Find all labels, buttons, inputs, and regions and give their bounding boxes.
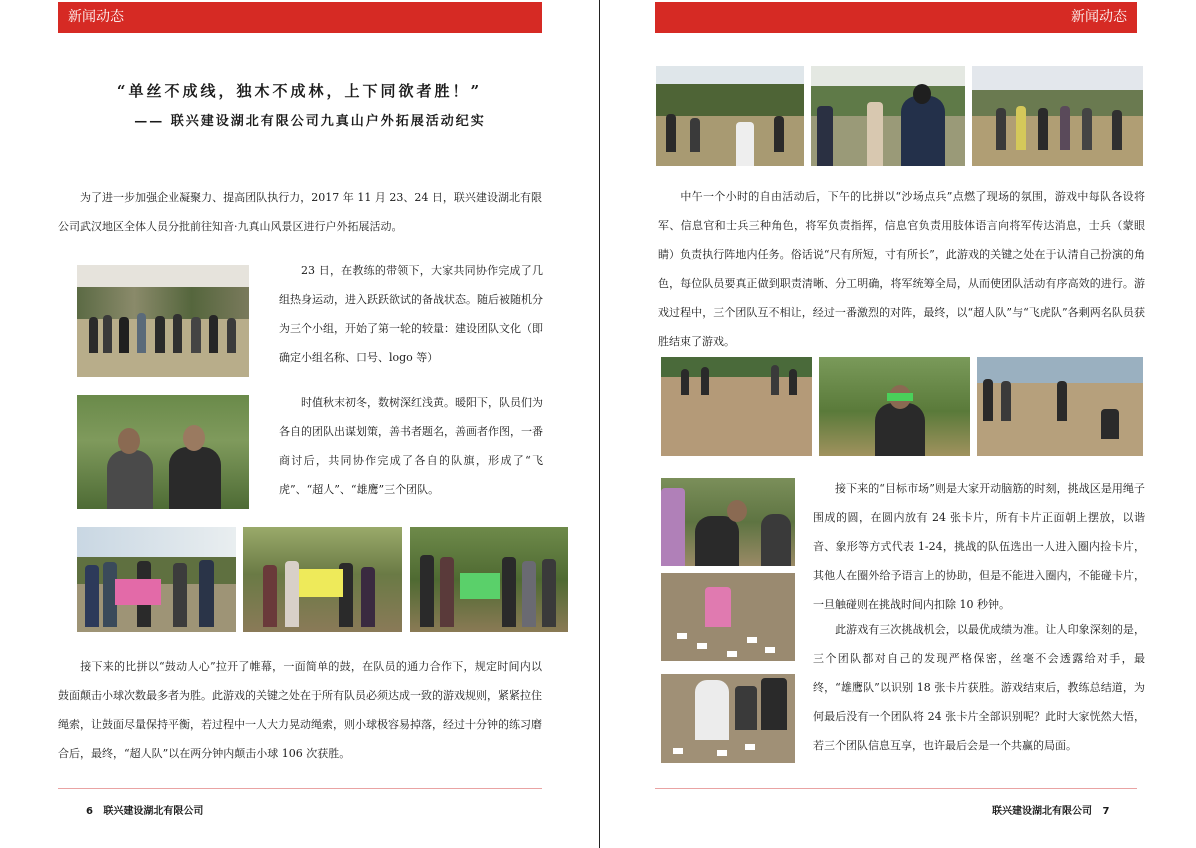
paragraph-drum-game: 接下来的比拼以“鼓动人心”拉开了帷幕，一面简单的鼓，在队员的通力合作下，规定时间内以鼓面颠击小球次数最多者为胜。此游戏的关键之处在于所有队员必须达成一致的游戏规则，紧紧拉住绳索，让鼓面尽量保持平衡，若过程中一人大力晃动绳索，则小球极容易掉落，经过十分钟的练习磨合后，最终，“超人队”以在两分钟内颠击小球 106 次获胜。 bbox=[58, 660, 542, 760]
intro-paragraph: 为了进一步加强企业凝聚力、提高团队执行力，2017 年 11 月 23、24 日，联兴建设湖北有限公司武汉地区全体人员分批前往知音·九真山风景区进行户外拓展活动。 bbox=[58, 191, 542, 233]
footer-left bbox=[86, 802, 203, 817]
photo-blindfolded-player bbox=[819, 357, 970, 456]
page-number: 6 bbox=[86, 806, 93, 817]
photo-team-flag-yellow bbox=[243, 527, 402, 632]
photo-battlefield-1 bbox=[661, 357, 812, 456]
photo-team-members bbox=[77, 395, 249, 509]
section-header: 新闻动态 bbox=[655, 2, 1137, 33]
photo-target-market-2 bbox=[661, 573, 795, 661]
article-title: “单丝不成线，独木不成林，上下同欲者胜！” bbox=[116, 82, 483, 100]
page-number: 7 bbox=[1102, 806, 1110, 817]
photo-target-market-3 bbox=[661, 674, 795, 763]
paragraph-target-market: 接下来的“目标市场”则是大家开动脑筋的时刻，挑战区是用绳子围成的圆，在圆内放有 24 张卡片，所有卡片正面朝上摆放，以谐音、象形等方式代表 1-24，挑战的队伍选出一人进入圈内捡卡片，其他人在圈外给予语言上的协助，但是不能进入圈内，不能碰卡片，一旦触碰则在挑战时间内扣除 10 秒钟。 bbox=[813, 482, 1145, 611]
footer-right bbox=[992, 802, 1109, 817]
photo-team-flag-green bbox=[410, 527, 568, 632]
photo-warmup-group bbox=[77, 265, 249, 377]
footer-rule bbox=[655, 788, 1137, 789]
paragraph-battlefield-game: 中午一个小时的自由活动后，下午的比拼以“沙场点兵”点燃了现场的氛围，游戏中每队各设将军、信息官和士兵三种角色，将军负责指挥，信息官负责用肢体语言向将军传达消息，士兵（蒙眼睛）负责执行阵地内任务。俗话说“尺有所短，寸有所长”，此游戏的关键之处在于认清自己扮演的角色，每位队员要真正做到职责清晰、分工明确，将军统筹全局，从而使团队活动有序高效的进行。游戏过程中，三个团队互不相让，经过一番激烈的对阵，最终，以“超人队”与“飞虎队”各剩两名队员获胜结束了游戏。 bbox=[658, 190, 1145, 348]
article-subtitle: —— 联兴建设湖北有限公司九真山户外拓展活动纪实 bbox=[134, 114, 486, 129]
footer-company: 联兴建设湖北有限公司 bbox=[992, 806, 1092, 817]
photo-target-market-1 bbox=[661, 478, 795, 566]
photo-battlefield-2 bbox=[977, 357, 1143, 456]
photo-free-activity-1 bbox=[656, 66, 804, 166]
photo-free-activity-2 bbox=[811, 66, 965, 166]
paragraph-game-result: 此游戏有三次挑战机会，以最优成绩为准。让人印象深刻的是，三个团队都对自己的发现严格保密，丝毫不会透露给对手，最终，“雄鹰队”以识别 18 张卡片获胜。游戏结束后，教练总结道，为何最后没有一个团队将 24 张卡片全部识别呢？此时大家恍然大悟，若三个团队信息互享，也许最后会是一个共赢的局面。 bbox=[813, 623, 1145, 752]
section-header: 新闻动态 bbox=[58, 2, 542, 33]
paragraph-team-flags: 时值秋末初冬，数树深红浅黄。暖阳下，队员们为各自的团队出谋划策，善书者题名，善画者作图，一番商讨后，共同协作完成了各自的队旗，形成了“飞虎”、“超人”、“雄鹰”三个团队。 bbox=[279, 396, 543, 496]
right-page bbox=[600, 0, 1196, 848]
photo-team-flag-pink bbox=[77, 527, 236, 632]
footer-rule bbox=[58, 788, 542, 789]
footer-company: 联兴建设湖北有限公司 bbox=[103, 806, 204, 817]
paragraph-warmup: 23 日，在教练的带领下，大家共同协作完成了几组热身运动，进入跃跃欲试的备战状态。随后被随机分为三个小组，开始了第一轮的较量：建设团队文化（即确定小组名称、口号、logo 等） bbox=[279, 264, 543, 364]
photo-free-activity-3 bbox=[972, 66, 1143, 166]
